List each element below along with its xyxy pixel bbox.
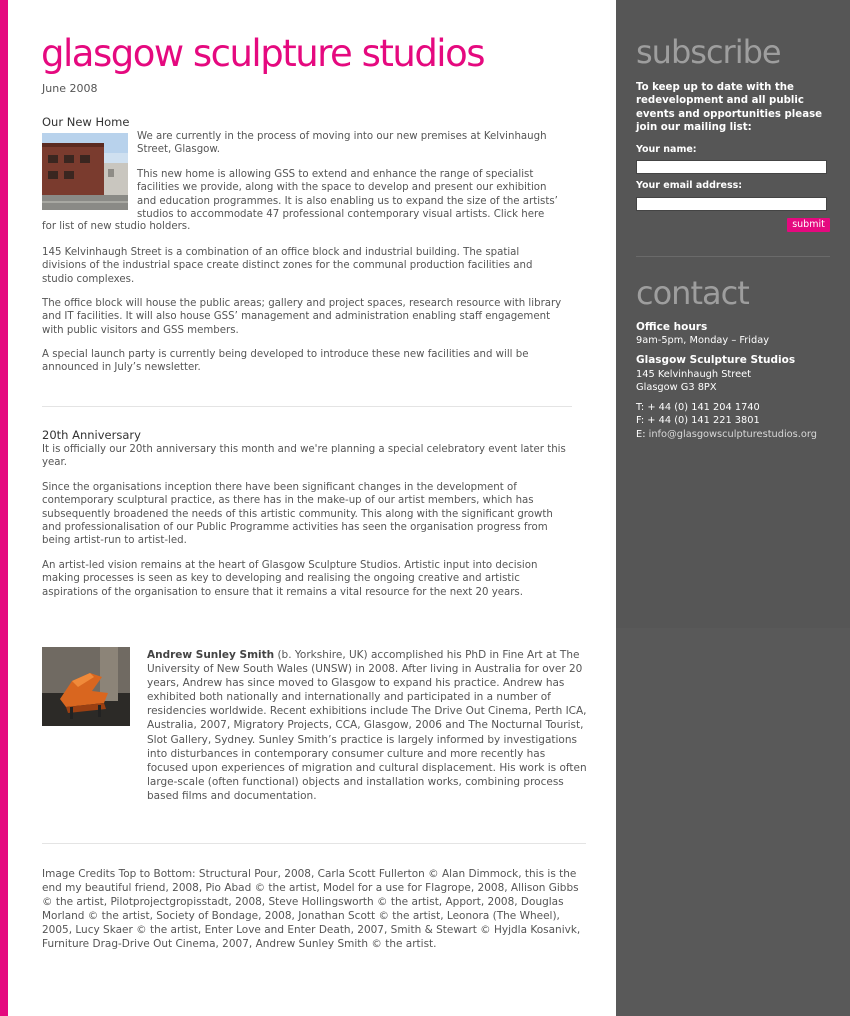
section-heading-anniversary: 20th Anniversary bbox=[42, 428, 141, 442]
anniversary-paragraph-3: An artist-led vision remains at the heart of Glasgow Sculpture Studios. Artistic input into decision making processes is seen as key to developing and realising the ongoing creative and artistic aspirations of the organisation to ensure that it remains a vital resource for the next 20 years. bbox=[42, 560, 538, 598]
office-hours-label: Office hours bbox=[636, 321, 708, 333]
section-divider bbox=[42, 406, 572, 407]
new-home-paragraph-5: A special launch party is currently being developed to introduce these new facilities and will be announced in July’s newsletter. bbox=[42, 349, 529, 374]
credits-divider bbox=[42, 843, 586, 844]
artist-bio-text: (b. Yorkshire, UK) accomplished his PhD in Fine Art at The University of New South Wales (UNSW) in 2008. After living in Australia for over 20 years, Andrew has since moved to Glasgow to expand his practice. Andrew has exhibited both nationally and internationally and participated in a number of residencies worldwide. Recent exhibitions include The Drive Out Cinema, Perth ICA, Australia, 2007, Migratory Projects, CCA, Glasgow, 2006 and The Nocturnal Tourist, Slot Gallery, Sydney. Sunley Smith’s practice is largely informed by investigations into disturbances in contemporary consumer culture and more recently has focused upon experiences of migration and cultural displacement. His work is often large-scale (often functional) objects and installation works, combining process based films and documentation. bbox=[147, 649, 587, 802]
email-link[interactable]: info@glasgowsculpturestudios.org bbox=[648, 429, 817, 440]
new-home-paragraph-2: This new home is allowing GSS to extend and enhance the range of specialist facilities we provide, along with the space to develop and present our exhibition and education programmes. It is also enabling us to expand the size of the artists’ studios to accommodate 47 professional contemporary visual artists. Click here bbox=[137, 169, 558, 220]
sidebar-footer-panel bbox=[616, 628, 850, 1016]
anniversary-paragraph-2: Since the organisations inception there have been significant changes in the development of contemporary sculptural practice, as there has in the make-up of our artist members, which has subsequently broadened the needs of this artistic community. This along with the significant growth and professionalisation of our Public Programme activities has seen the organisation progress from being artist-run to artist-led. bbox=[42, 482, 553, 547]
new-home-paragraph-3: 145 Kelvinhaugh Street is a combination of an office block and industrial building. The spatial divisions of the industrial space create distinct zones for the communal production facilities and studio complexes. bbox=[42, 247, 533, 285]
sidebar-divider bbox=[636, 256, 830, 257]
new-home-paragraph-1: We are currently in the process of moving into our new premises at Kelvinhaugh Street, Glasgow. bbox=[137, 131, 547, 156]
address-street: 145 Kelvinhaugh Street bbox=[636, 369, 751, 380]
site-title[interactable]: glasgow sculpture studios bbox=[41, 32, 484, 75]
new-premises-photo bbox=[42, 133, 128, 210]
subscribe-intro: To keep up to date with the redevelopment and all public events and opportunities please join our mailing list: bbox=[636, 82, 823, 134]
subscribe-heading: subscribe bbox=[636, 33, 781, 71]
name-label: Your name: bbox=[636, 144, 697, 155]
image-credits: Image Credits Top to Bottom: Structural Pour, 2008, Carla Scott Fullerton © Alan Dimmock, this is the end my beautiful friend, 2008, Pio Abad © the artist, Model for a use for Flagrope, 2008, Allison Gibbs © the artist, Pilotprojectgropisstadt, 2008, Steve Hollingsworth © the artist, Apport, 2008, Douglas Morland © the artist, Society of Bondage, 2008, Jonathan Scott © the artist, Leonora (The Wheel), 2005, Lucy Skaer © the artist, Enter Love and Enter Death, 2007, Smith & Stewart © Hyjdla Kosanivk, Furniture Drag-Drive Out Cinema, 2007, Andrew Sunley Smith © the artist. bbox=[42, 868, 581, 951]
office-hours-value: 9am-5pm, Monday – Friday bbox=[636, 335, 770, 346]
contact-heading: contact bbox=[636, 274, 749, 312]
studio-holders-link[interactable]: for list of new studio holders. bbox=[42, 221, 191, 232]
address-city: Glasgow G3 8PX bbox=[636, 382, 717, 393]
new-home-paragraph-4: The office block will house the public areas; gallery and project spaces, research resource with library and IT facilities. It will also house GSS’ management and administration enabling staff engagement with public visitors and GSS members. bbox=[42, 298, 562, 336]
email-line bbox=[636, 428, 817, 441]
section-heading-new-home: Our New Home bbox=[42, 115, 130, 129]
email-input[interactable] bbox=[636, 197, 827, 211]
fax-number: F: + 44 (0) 141 221 3801 bbox=[636, 415, 760, 426]
phone-number: T: + 44 (0) 141 204 1740 bbox=[636, 402, 760, 413]
email-label: Your email address: bbox=[636, 180, 743, 191]
issue-date: June 2008 bbox=[42, 82, 98, 95]
submit-button[interactable]: submit bbox=[787, 218, 830, 232]
brand-stripe bbox=[0, 0, 8, 1016]
name-input[interactable] bbox=[636, 160, 827, 174]
email-prefix: E: bbox=[636, 429, 649, 440]
artist-bio bbox=[147, 648, 587, 803]
artist-work-photo bbox=[42, 647, 130, 726]
anniversary-paragraph-1: It is officially our 20th anniversary this month and we're planning a special celebratory event later this year. bbox=[42, 444, 566, 469]
org-name: Glasgow Sculpture Studios bbox=[636, 354, 796, 366]
artist-name: Andrew Sunley Smith bbox=[147, 649, 275, 661]
